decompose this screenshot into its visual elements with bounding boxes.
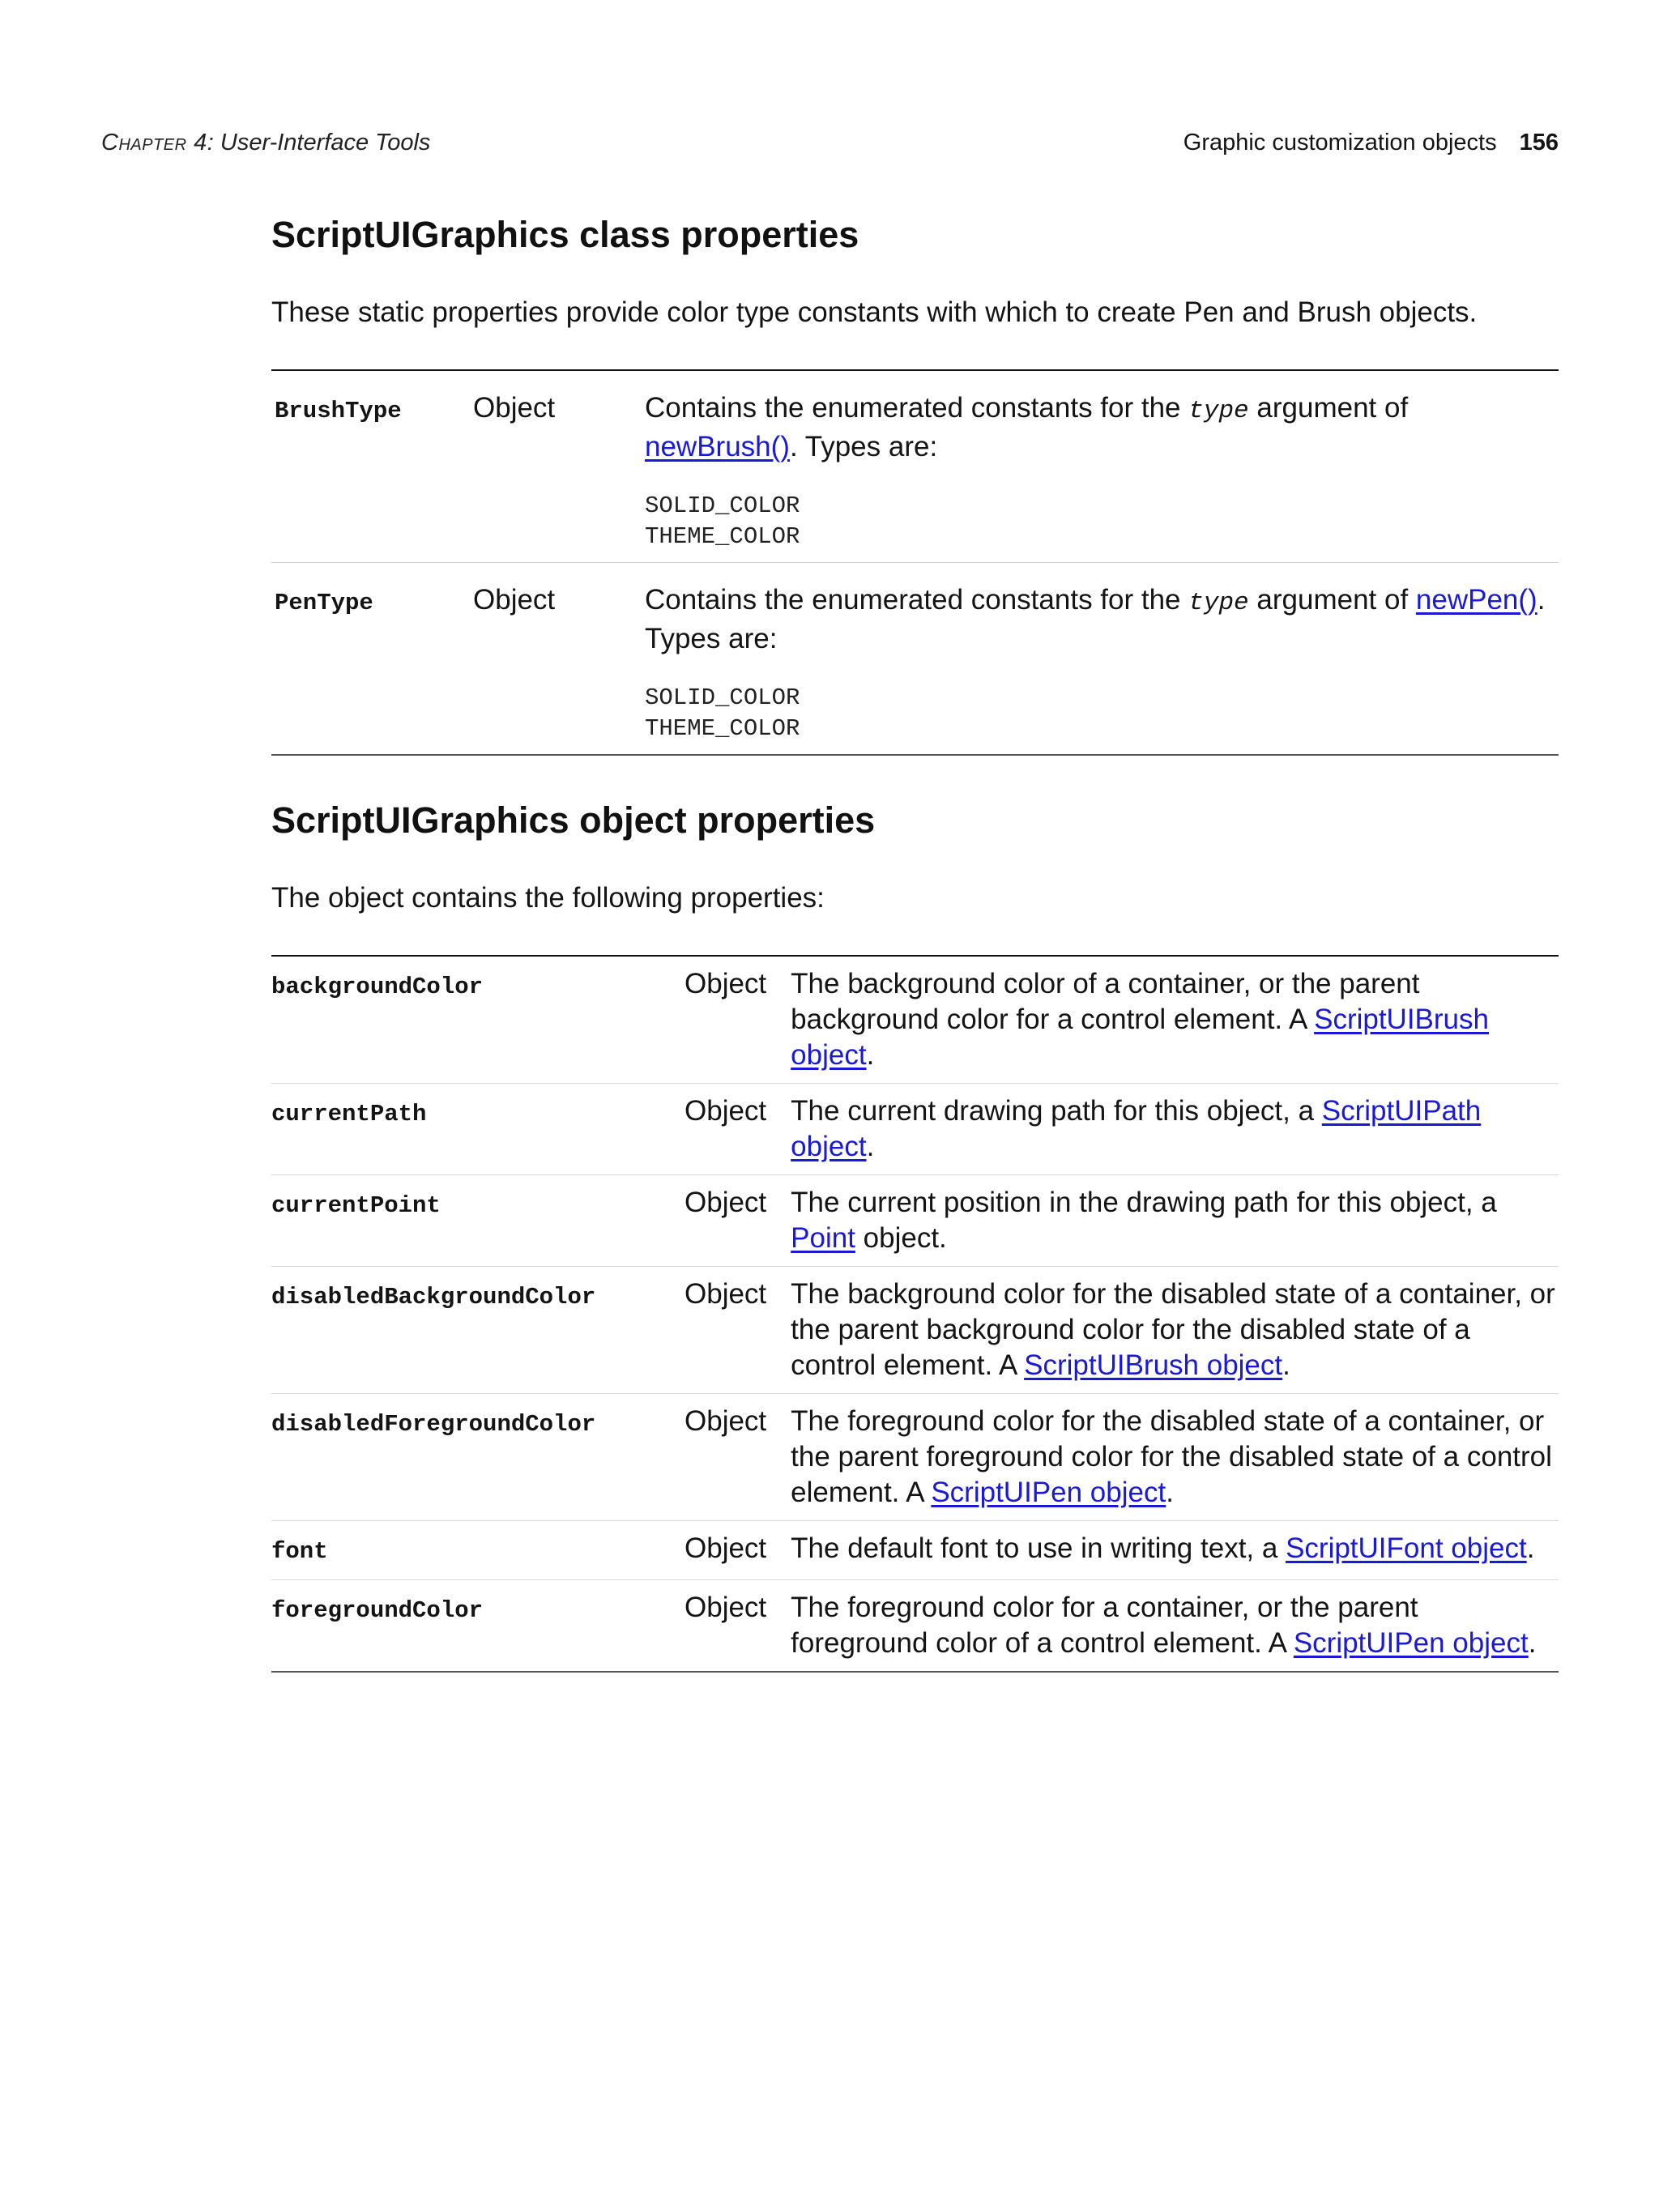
- table-row: [271, 1580, 1559, 1673]
- constant: THEME_COLOR: [645, 523, 800, 550]
- description-text: The background color of a container, or the parent background color for a control element. A: [791, 968, 1420, 1035]
- chapter-heading: [101, 126, 430, 159]
- property-name-cell: [271, 563, 473, 756]
- property-type: Object: [684, 1580, 791, 1673]
- description-text: object.: [855, 1222, 947, 1254]
- table-row: [271, 1175, 1559, 1267]
- property-description: [791, 956, 1559, 1084]
- class-properties-heading: ScriptUIGraphics class properties: [271, 214, 859, 255]
- description-text: argument of: [1248, 584, 1416, 616]
- table-row: [271, 370, 1559, 563]
- property-name-cell: [271, 956, 684, 1084]
- description-text: The background color for the disabled state of a container, or the parent background color for the disabled state of a control element. A: [791, 1278, 1555, 1381]
- point-link[interactable]: Point: [791, 1222, 855, 1254]
- table-row: [271, 1084, 1559, 1175]
- section-title: Graphic customization objects: [1183, 130, 1497, 156]
- description-text: . Types are:: [789, 431, 938, 462]
- table-row: [271, 956, 1559, 1084]
- newbrush-link[interactable]: newBrush(): [645, 431, 790, 462]
- scriptuifont-link[interactable]: ScriptUIFont object: [1286, 1532, 1527, 1564]
- description-text: The default font to use in writing text, a: [791, 1532, 1286, 1564]
- table-row: [271, 1521, 1559, 1580]
- property-type: Object: [473, 392, 556, 424]
- table-row: [271, 1267, 1559, 1394]
- description-text: The current position in the drawing path for this object, a: [791, 1187, 1497, 1218]
- description-text: . Types are:: [645, 584, 1546, 654]
- property-type: Object: [684, 1267, 791, 1394]
- description-text: Contains the enumerated constants for the: [645, 392, 1189, 424]
- page-header: [101, 126, 1559, 159]
- property-name: font: [271, 1538, 328, 1565]
- property-type: Object: [684, 1521, 791, 1580]
- property-type: Object: [684, 1175, 791, 1267]
- table-row: [271, 563, 1559, 756]
- description-text: .: [1526, 1532, 1535, 1564]
- class-properties-intro: These static properties provide color type constants with which to create Pen and Brush objects.: [271, 296, 1478, 328]
- description-text: .: [1166, 1477, 1174, 1508]
- scriptuibrush-link[interactable]: ScriptUIBrush object: [791, 1004, 1489, 1071]
- chapter-title: : User-Interface Tools: [207, 130, 431, 156]
- page-number: 156: [1519, 130, 1559, 156]
- class-properties-table: [271, 369, 1559, 756]
- property-type: Object: [684, 1394, 791, 1521]
- property-name-cell: [271, 1521, 684, 1580]
- property-type: Object: [684, 968, 767, 999]
- scriptuipen-link[interactable]: ScriptUIPen object: [931, 1477, 1166, 1508]
- property-name-cell: [271, 1175, 684, 1267]
- property-name: currentPath: [271, 1101, 427, 1127]
- constant: SOLID_COLOR: [645, 492, 800, 519]
- newpen-link[interactable]: newPen(): [1415, 584, 1537, 616]
- running-header: [1183, 126, 1559, 159]
- property-description: [645, 563, 1559, 756]
- description-text: The foreground color for a container, or the parent foreground color of a control element. A: [791, 1592, 1418, 1659]
- description-text: The current drawing path for this object, a: [791, 1095, 1322, 1127]
- description-text: The foreground color for the disabled state of a container, or the parent foreground color for the disabled state of a control element. A: [791, 1405, 1552, 1508]
- table-row: [271, 1394, 1559, 1521]
- description-text: Contains the enumerated constants for the: [645, 584, 1189, 616]
- property-description: [791, 1580, 1559, 1673]
- description-text: .: [1282, 1349, 1290, 1381]
- property-description: [791, 1084, 1559, 1175]
- constant: THEME_COLOR: [645, 715, 800, 742]
- object-properties-heading: ScriptUIGraphics object properties: [271, 799, 876, 841]
- property-name-cell: [271, 370, 473, 563]
- property-description: [645, 370, 1559, 563]
- code-term: type: [1188, 589, 1249, 617]
- scriptuipen-link[interactable]: ScriptUIPen object: [1293, 1627, 1529, 1659]
- property-name: BrushType: [275, 398, 402, 424]
- property-name: currentPoint: [271, 1192, 441, 1219]
- object-properties-intro: The object contains the following properties:: [271, 882, 825, 914]
- property-description: [791, 1175, 1559, 1267]
- constant: SOLID_COLOR: [645, 684, 800, 711]
- property-description: [791, 1521, 1559, 1580]
- property-name: disabledBackgroundColor: [271, 1284, 596, 1311]
- property-name-cell: [271, 1267, 684, 1394]
- chapter-label: Chapter 4: [101, 130, 207, 156]
- property-name: backgroundColor: [271, 974, 484, 1000]
- code-term: type: [1188, 397, 1249, 425]
- property-name: PenType: [275, 590, 373, 616]
- property-name-cell: [271, 1394, 684, 1521]
- object-properties-table: [271, 955, 1559, 1673]
- property-name: foregroundColor: [271, 1597, 484, 1624]
- scriptuibrush-link[interactable]: ScriptUIBrush object: [1024, 1349, 1283, 1381]
- description-text: .: [866, 1039, 875, 1071]
- scriptuipath-link[interactable]: ScriptUIPath object: [791, 1095, 1482, 1162]
- description-text: .: [1528, 1627, 1537, 1659]
- property-description: [791, 1394, 1559, 1521]
- property-name-cell: [271, 1580, 684, 1673]
- constants-list: [645, 683, 1559, 744]
- property-name-cell: [271, 1084, 684, 1175]
- description-text: argument of: [1248, 392, 1409, 424]
- description-text: .: [866, 1131, 875, 1162]
- page-content: [271, 211, 1559, 1673]
- property-type: Object: [684, 1084, 791, 1175]
- property-type: Object: [473, 563, 645, 756]
- constants-list: [645, 491, 1559, 552]
- property-name: disabledForegroundColor: [271, 1411, 596, 1438]
- property-description: [791, 1267, 1559, 1394]
